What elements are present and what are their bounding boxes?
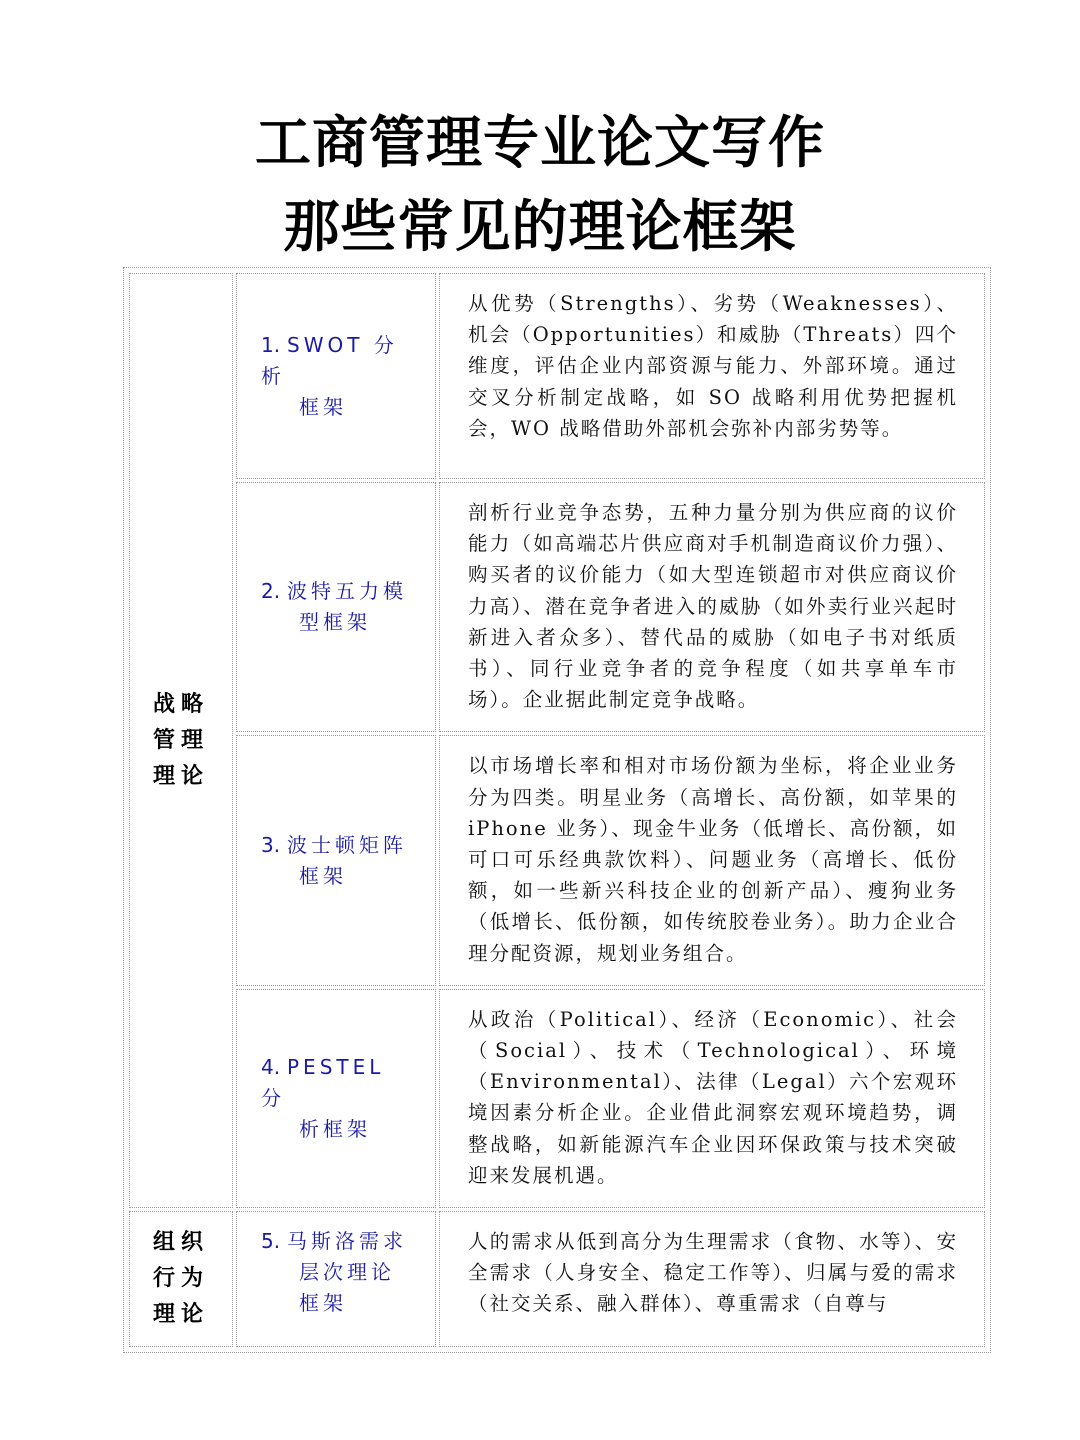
framework-name: 马斯洛需求 bbox=[287, 1229, 407, 1254]
table-row bbox=[129, 273, 985, 479]
framework-desc-cell bbox=[439, 1211, 985, 1347]
framework-name-cont: 析框架 bbox=[299, 1116, 371, 1141]
framework-desc-cell bbox=[439, 482, 985, 732]
framework-number: 1. bbox=[261, 332, 281, 357]
framework-desc-cell bbox=[439, 735, 985, 985]
framework-name-cell bbox=[236, 273, 436, 479]
theory-table bbox=[123, 267, 991, 1353]
framework-name-cont: 框架 bbox=[299, 863, 347, 888]
framework-name-cont: 框架 bbox=[299, 394, 347, 419]
framework-number: 3. bbox=[261, 832, 281, 857]
framework-description: 人的需求从低到高分为生理需求（食物、水等）、安全需求（人身安全、稳定工作等）、归属与爱的需求（社交关系、融入群体）、尊重需求（自尊与 bbox=[468, 1230, 958, 1316]
framework-number: 4. bbox=[261, 1054, 281, 1079]
table-row bbox=[129, 735, 985, 985]
page-title-line2: 那些常见的理论框架 bbox=[283, 195, 797, 260]
table-row bbox=[129, 482, 985, 732]
framework-name: 波士顿矩阵 bbox=[287, 832, 407, 857]
table-row bbox=[129, 989, 985, 1208]
framework-description: 从优势（Strengths）、劣势（Weaknesses）、机会（Opportunities）和威胁（Threats）四个维度，评估企业内部资源与能力、外部环境。通过交叉分析制定战略，如 SO 战略利用优势把握机会，WO 战略借助外部机会弥补内部劣势等。 bbox=[468, 292, 958, 440]
framework-name-cont: 型框架 bbox=[299, 610, 371, 635]
framework-name-cont: 层次理论 bbox=[299, 1260, 395, 1285]
framework-name: PESTEL 分 bbox=[261, 1054, 409, 1110]
framework-name-cell bbox=[236, 735, 436, 985]
framework-name-cell bbox=[236, 1211, 436, 1347]
framework-number: 5. bbox=[261, 1229, 281, 1254]
framework-desc-cell bbox=[439, 273, 985, 479]
category-cell bbox=[129, 1211, 233, 1347]
framework-name: SWOT 分析 bbox=[261, 332, 398, 388]
framework-name: 波特五力模 bbox=[287, 579, 407, 604]
category-cell bbox=[129, 273, 233, 1208]
framework-name-cont: 框架 bbox=[299, 1291, 347, 1316]
page-title-line1: 工商管理专业论文写作 bbox=[255, 111, 825, 176]
table-row bbox=[129, 1211, 985, 1347]
category-label: 组织行为理论 bbox=[153, 1230, 210, 1328]
category-label: 战略管理理论 bbox=[153, 691, 210, 789]
framework-description: 以市场增长率和相对市场份额为坐标，将企业业务分为四类。明星业务（高增长、高份额，如苹果的 iPhone 业务）、现金牛业务（低增长、高份额，如可口可乐经典款饮料）、问题业务（高增长、低份额，如一些新兴科技企业的创新产品）、瘦狗业务（低增长、低份额，如传统胶卷业务）。助力企业合理分配资源，规划业务组合。 bbox=[468, 754, 958, 965]
framework-description: 剖析行业竞争态势，五种力量分别为供应商的议价能力（如高端芯片供应商对手机制造商议价力强）、购买者的议价能力（如大型连锁超市对供应商议价力高）、潜在竞争者进入的威胁（如外卖行业兴起时新进入者众多）、替代品的威胁（如电子书对纸质书）、同行业竞争者的竞争程度（如共享单车市场）。企业据此制定竞争战略。 bbox=[468, 501, 958, 712]
framework-name-cell bbox=[236, 989, 436, 1208]
framework-desc-cell bbox=[439, 989, 985, 1208]
framework-description: 从政治（Political）、经济（Economic）、社会（Social）、技术（Technological）、环境（Environmental）、法律（Legal）六个宏观环境因素分析企业。企业借此洞察宏观环境趋势，调整战略，如新能源汽车企业因环保政策与技术突破迎来发展机遇。 bbox=[468, 1007, 958, 1187]
framework-name-cell bbox=[236, 482, 436, 732]
framework-number: 2. bbox=[261, 579, 281, 604]
